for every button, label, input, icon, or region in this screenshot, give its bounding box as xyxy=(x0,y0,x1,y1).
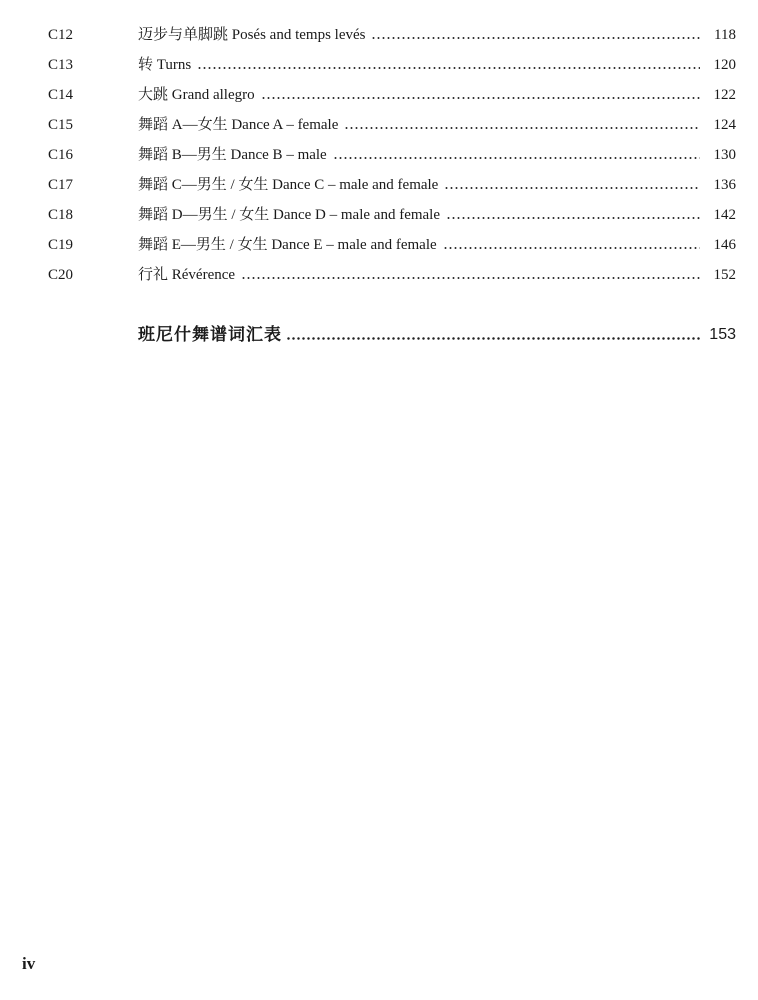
dot-leader xyxy=(241,277,700,279)
toc-entry xyxy=(0,202,758,232)
toc-entry-line xyxy=(138,232,700,258)
toc-entry xyxy=(0,52,758,82)
toc-entry-title: 行礼 Révérence xyxy=(138,267,236,283)
toc-entry xyxy=(0,172,758,202)
toc-entry-line xyxy=(138,22,700,48)
toc-entry-page: 122 xyxy=(713,87,736,103)
toc-entry-title: 迈步与单脚跳 Posés and temps levés xyxy=(138,27,366,43)
dot-leader xyxy=(344,127,700,129)
toc-entry-page: 146 xyxy=(713,237,736,253)
toc-entry-title: 转 Turns xyxy=(138,57,192,73)
toc-entry-title: 舞蹈 C—男生 / 女生 Dance C – male and female xyxy=(138,177,439,193)
dot-leader xyxy=(446,217,700,219)
toc-entry-line xyxy=(138,52,700,78)
toc-entry xyxy=(0,112,758,142)
toc-entry-code: C15 xyxy=(48,117,74,133)
toc-entry xyxy=(0,232,758,262)
toc-entry-title: 大跳 Grand allegro xyxy=(138,87,255,103)
dot-leader xyxy=(197,67,700,69)
toc-entry-page: 118 xyxy=(714,27,736,43)
toc-entry-code: C12 xyxy=(48,27,74,43)
dot-leader xyxy=(443,247,700,249)
toc-main-entry-page: 153 xyxy=(709,326,736,343)
dot-leader xyxy=(261,97,700,99)
toc-main-entry xyxy=(0,318,758,352)
toc-entry-title: 舞蹈 B—男生 Dance B – male xyxy=(138,147,327,163)
toc-entry-title: 舞蹈 E—男生 / 女生 Dance E – male and female xyxy=(138,237,437,253)
toc-entry-code: C18 xyxy=(48,207,74,223)
toc-entry xyxy=(0,22,758,52)
toc-entry-title: 舞蹈 A—女生 Dance A – female xyxy=(138,117,339,133)
toc-entry-code: C19 xyxy=(48,237,74,253)
toc-entry xyxy=(0,262,758,292)
dot-leader xyxy=(444,187,700,189)
toc-entry-code: C16 xyxy=(48,147,74,163)
dot-leader xyxy=(286,337,700,340)
toc-entry-line xyxy=(138,142,700,168)
toc-entry-page: 152 xyxy=(713,267,736,283)
toc-entry-page: 120 xyxy=(713,57,736,73)
toc-entry-title: 舞蹈 D—男生 / 女生 Dance D – male and female xyxy=(138,207,441,223)
toc-entry-line xyxy=(138,82,700,108)
toc-entry xyxy=(0,142,758,172)
dot-leader xyxy=(333,157,700,159)
toc-entry-line xyxy=(138,172,700,198)
toc-entry-code: C20 xyxy=(48,267,74,283)
toc-entry-line xyxy=(138,262,700,288)
toc-entry-page: 124 xyxy=(713,117,736,133)
toc-entry-page: 130 xyxy=(713,147,736,163)
toc-entry-line xyxy=(138,112,700,138)
table-of-contents xyxy=(0,22,758,292)
toc-main-entry-title: 班尼什舞谱词汇表 xyxy=(138,325,282,344)
toc-entry xyxy=(0,82,758,112)
toc-main-entry-line xyxy=(138,318,700,352)
toc-entry-code: C13 xyxy=(48,57,74,73)
page-folio: iv xyxy=(22,954,36,973)
toc-entry-page: 142 xyxy=(713,207,736,223)
dot-leader xyxy=(371,37,700,39)
toc-entry-code: C17 xyxy=(48,177,74,193)
toc-entry-line xyxy=(138,202,700,228)
toc-entry-page: 136 xyxy=(713,177,736,193)
toc-entry-code: C14 xyxy=(48,87,74,103)
